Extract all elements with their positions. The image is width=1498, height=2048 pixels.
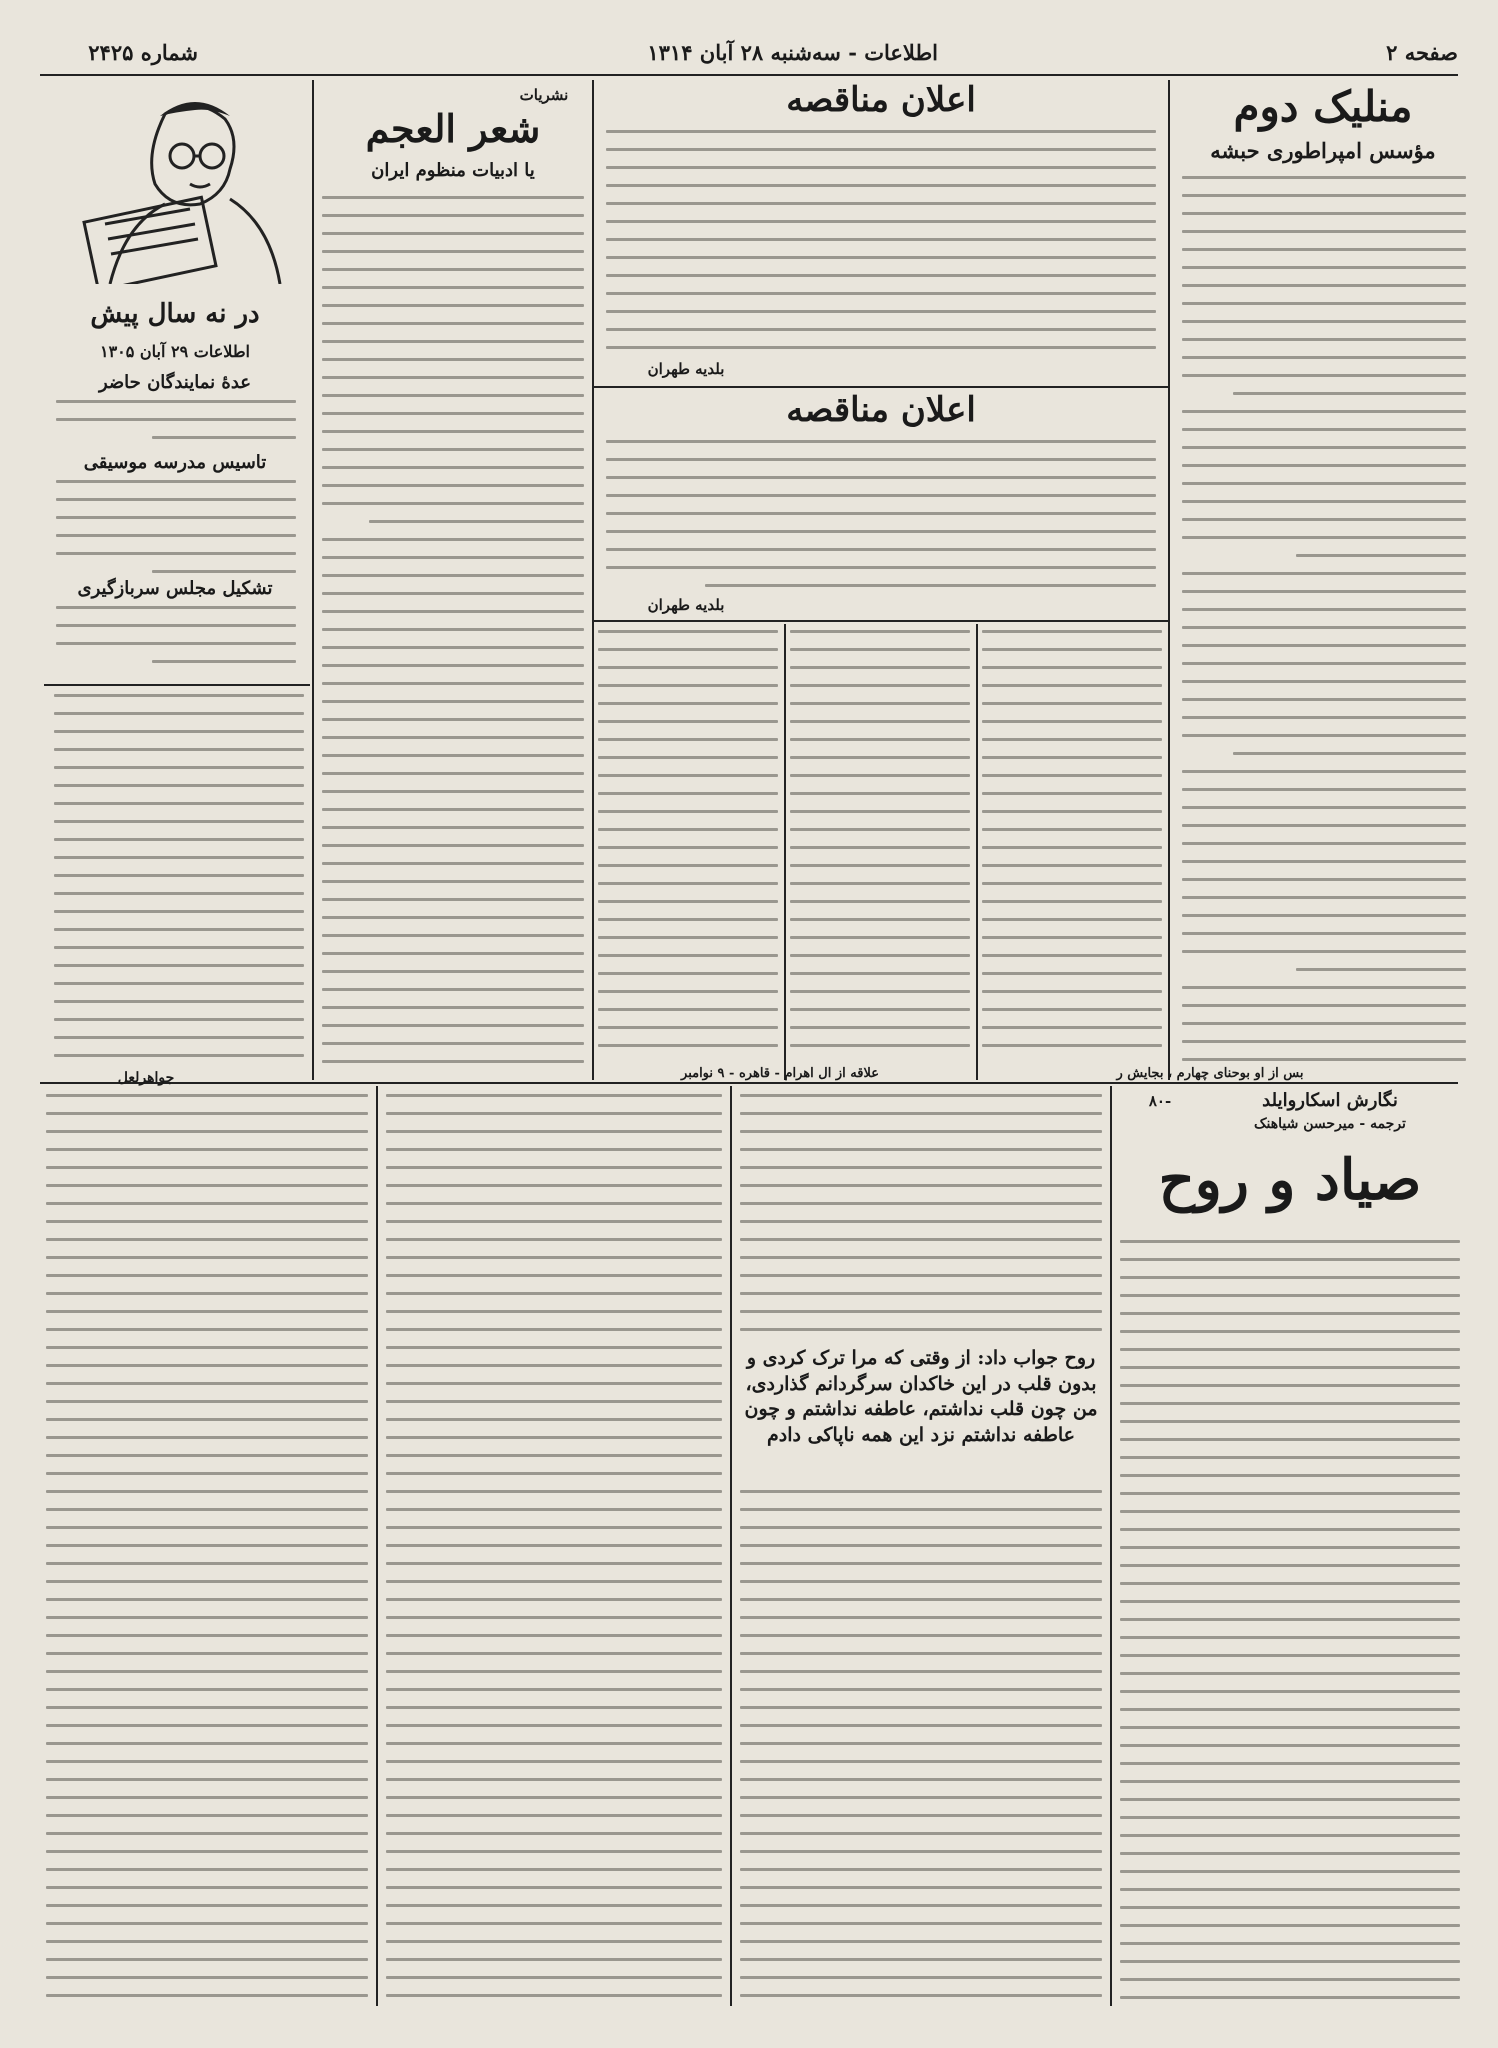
column-rule: [312, 80, 314, 1080]
story-author: نگارش اسکاروایلد: [1262, 1090, 1398, 1111]
left-column-body: [54, 694, 304, 1069]
story-number: -۸۰: [1148, 1092, 1172, 1110]
left-divider: [44, 684, 310, 686]
page-label: صفحه ۲: [1386, 40, 1458, 65]
story-col3: [386, 1094, 722, 2000]
portrait-illustration: [50, 84, 300, 284]
section-rule: [40, 1082, 1458, 1084]
tender2-body: [606, 440, 1156, 600]
column-rule: [592, 80, 594, 1080]
nine-years-title: در نه سال پیش: [90, 299, 260, 329]
column-rule: [1168, 80, 1170, 1080]
column-rule: [784, 624, 786, 1080]
nine-years-heading-1: عدهٔ نمایندگان حاضر: [98, 372, 252, 393]
story-col4: [46, 1094, 368, 2000]
reader-portrait-icon: [50, 84, 300, 284]
column-rule: [1110, 1086, 1112, 2006]
story-title: صیاد و روح: [1158, 1147, 1422, 1213]
menelik-continued-col3: [598, 630, 778, 1070]
menelik-body: [1182, 176, 1466, 1066]
story-col2-bottom: [740, 1490, 1102, 2000]
issue-number: شماره ۲۴۲۵: [88, 40, 198, 65]
column-rule: [976, 624, 978, 1080]
nine-years-heading-2: تاسیس مدرسه موسیقی: [83, 452, 267, 473]
story-col2-top: [740, 1094, 1102, 1344]
tender1-signature: بلدیه طهران: [647, 360, 725, 378]
story-quote: روح جواب داد: از وقتی که مرا ترک کردی و بدون قلب در این خاکدان سرگردانم گذاردی، من چون قلب نداشتم، عاطفه نداشتم و چون عاطفه نداشتم نزد این همه ناپاکی دادم: [744, 1347, 1098, 1446]
menelik-continued-col1: [982, 630, 1162, 1070]
story-col1: [1120, 1240, 1460, 2000]
shir-ajam-body: [322, 196, 584, 1066]
menelik-subtitle: مؤسس امپراطوری حبشه: [1210, 138, 1436, 163]
tender1-title: اعلان مناقصه: [786, 80, 976, 120]
shir-ajam-title: شعر العجم: [365, 106, 541, 151]
column-rule: [376, 1086, 378, 2006]
nine-years-text-3: [56, 606, 296, 676]
story-translator: ترجمه - میرحسن شیاهنک: [1254, 1116, 1406, 1132]
newspaper-date: اطلاعات - سه‌شنبه ۲۸ آبان ۱۳۱۴: [647, 40, 938, 65]
tender2-title: اعلان مناقصه: [786, 390, 976, 430]
column-rule: [730, 1086, 732, 2006]
nine-years-text-2: [56, 480, 296, 576]
header-rule: [40, 74, 1458, 76]
section-label: نشریات: [519, 86, 569, 104]
nine-years-text-1: [56, 400, 296, 448]
shir-ajam-subtitle: یا ادبیات منظوم ایران: [371, 160, 535, 181]
menelik-continued-col2: [790, 630, 970, 1070]
menelik-title: منلیک دوم: [1233, 82, 1413, 131]
nine-years-heading-3: تشکیل مجلس سربازگیری: [77, 578, 273, 599]
tender-divider: [594, 620, 1168, 622]
tender2-signature: بلدیه طهران: [647, 596, 725, 614]
nine-years-dateline: اطلاعات ۲۹ آبان ۱۳۰۵: [99, 342, 250, 361]
footer-left: علاقه از ال اهرام - قاهره - ۹ نوامبر: [681, 1066, 879, 1081]
shir-ajam-signature: جواهرلعل: [117, 1070, 175, 1086]
tender1-body: [606, 130, 1156, 360]
footer-right: بس از او بوحنای چهارم ، بجایش ر: [1116, 1066, 1304, 1081]
tender-divider: [594, 386, 1168, 388]
